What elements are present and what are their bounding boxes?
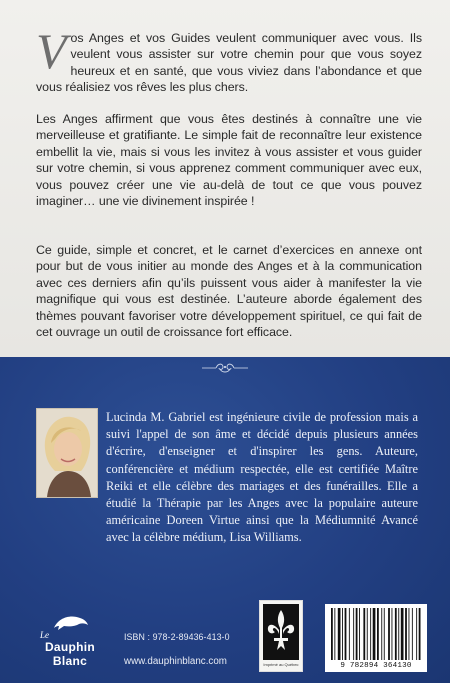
barcode-bar xyxy=(356,608,358,660)
barcode-bars-icon xyxy=(331,608,421,660)
publisher-logo xyxy=(30,612,110,674)
author-portrait-icon xyxy=(37,409,97,497)
isbn-text: ISBN : 978-2-89436-413-0 xyxy=(124,632,230,642)
barcode-bar xyxy=(373,608,376,660)
author-photo xyxy=(36,408,98,498)
barcode-bar xyxy=(359,608,360,660)
dolphin-icon xyxy=(52,612,90,632)
logo-word-le: Le xyxy=(40,630,49,640)
barcode-bar xyxy=(349,608,350,660)
logo-word-dauphin: Dauphin xyxy=(44,640,96,654)
quebec-caption: Imprimé au Québec xyxy=(263,662,299,667)
barcode-bar xyxy=(392,608,393,660)
barcode-bar xyxy=(395,608,397,660)
publisher-website[interactable]: www.dauphinblanc.com xyxy=(124,656,227,667)
barcode-bar xyxy=(409,608,410,660)
barcode-bar xyxy=(401,608,404,660)
description-paragraph-3: Ce guide, simple et concret, et le carnet d’exercices en annexe ont pour but de vous initier au monde des Anges et à la communication avec ces derniers afin qu’ils puissent vous aider à manifester la vie magnifique qui vous est destinée. L’auteure aborde également des thèmes pouvant favoriser votre développement spirituel, ce qui fait de cet ouvrage un outil de croissance fort efficace. xyxy=(36,243,422,340)
barcode-bar xyxy=(367,608,368,660)
barcode-bar xyxy=(370,608,371,660)
barcode-bar xyxy=(353,608,354,660)
barcode-number: 9 782894 364130 xyxy=(340,662,412,670)
barcode-bar xyxy=(331,608,333,660)
barcode-bar xyxy=(381,608,382,660)
barcode-bar xyxy=(377,608,379,660)
barcode xyxy=(325,604,427,672)
barcode-bar xyxy=(388,608,390,660)
printed-in-quebec-badge xyxy=(259,600,303,672)
barcode-bar xyxy=(345,608,347,660)
author-bio: Lucinda M. Gabriel est ingénieure civile de profession mais a suivi l'appel de son âme et décidé depuis plusieurs années d'écrire, d'enseigner et d'inspirer les gens. Auteure, conférencière et médium respectée, elle est certifiée Maître Reiki et elle célèbre des mariages et des funérailles. Elle a étudié la Thérapie par les Anges avec la populaire auteure américaine Doreen Virtue ainsi que la Médiumnité Avancé avec la célèbre médium, Lisa Williams. xyxy=(106,410,418,545)
barcode-bar xyxy=(363,608,365,660)
barcode-bar xyxy=(384,608,385,660)
barcode-bar xyxy=(398,608,399,660)
barcode-bar xyxy=(342,608,343,660)
ornament-divider-icon xyxy=(200,361,250,375)
barcode-bar xyxy=(334,608,335,660)
barcode-bar xyxy=(412,608,413,660)
description-paragraph-2: Les Anges affirment que vous êtes destinés à connaître une vie merveilleuse et gratifiante. Le simple fait de reconnaître leur existence embellit la vie, mais si vous les invitez à vous assister et vous guider sur votre chemin, si vous apprenez comment communiquer avec eux, vous pouvez créer une vie au-delà de tout ce que vous pouvez imaginer… une vie divinement inspirée ! xyxy=(36,112,422,209)
barcode-bar xyxy=(405,608,407,660)
barcode-bar xyxy=(416,608,417,660)
paragraph-1-text: os Anges et vos Guides veulent communiquer avec vous. Ils veulent vous assister sur votre chemin pour que vous soyez heureux et en santé, que vous viviez dans l’abondance et que vous réalisiez vos rêves les plus chers. xyxy=(36,31,422,95)
fleur-de-lis-icon xyxy=(263,604,299,660)
barcode-bar xyxy=(338,608,341,660)
description-paragraph-1 xyxy=(36,23,422,96)
barcode-bar xyxy=(419,608,421,660)
drop-cap: V xyxy=(36,23,67,79)
logo-word-blanc: Blanc xyxy=(52,654,88,668)
